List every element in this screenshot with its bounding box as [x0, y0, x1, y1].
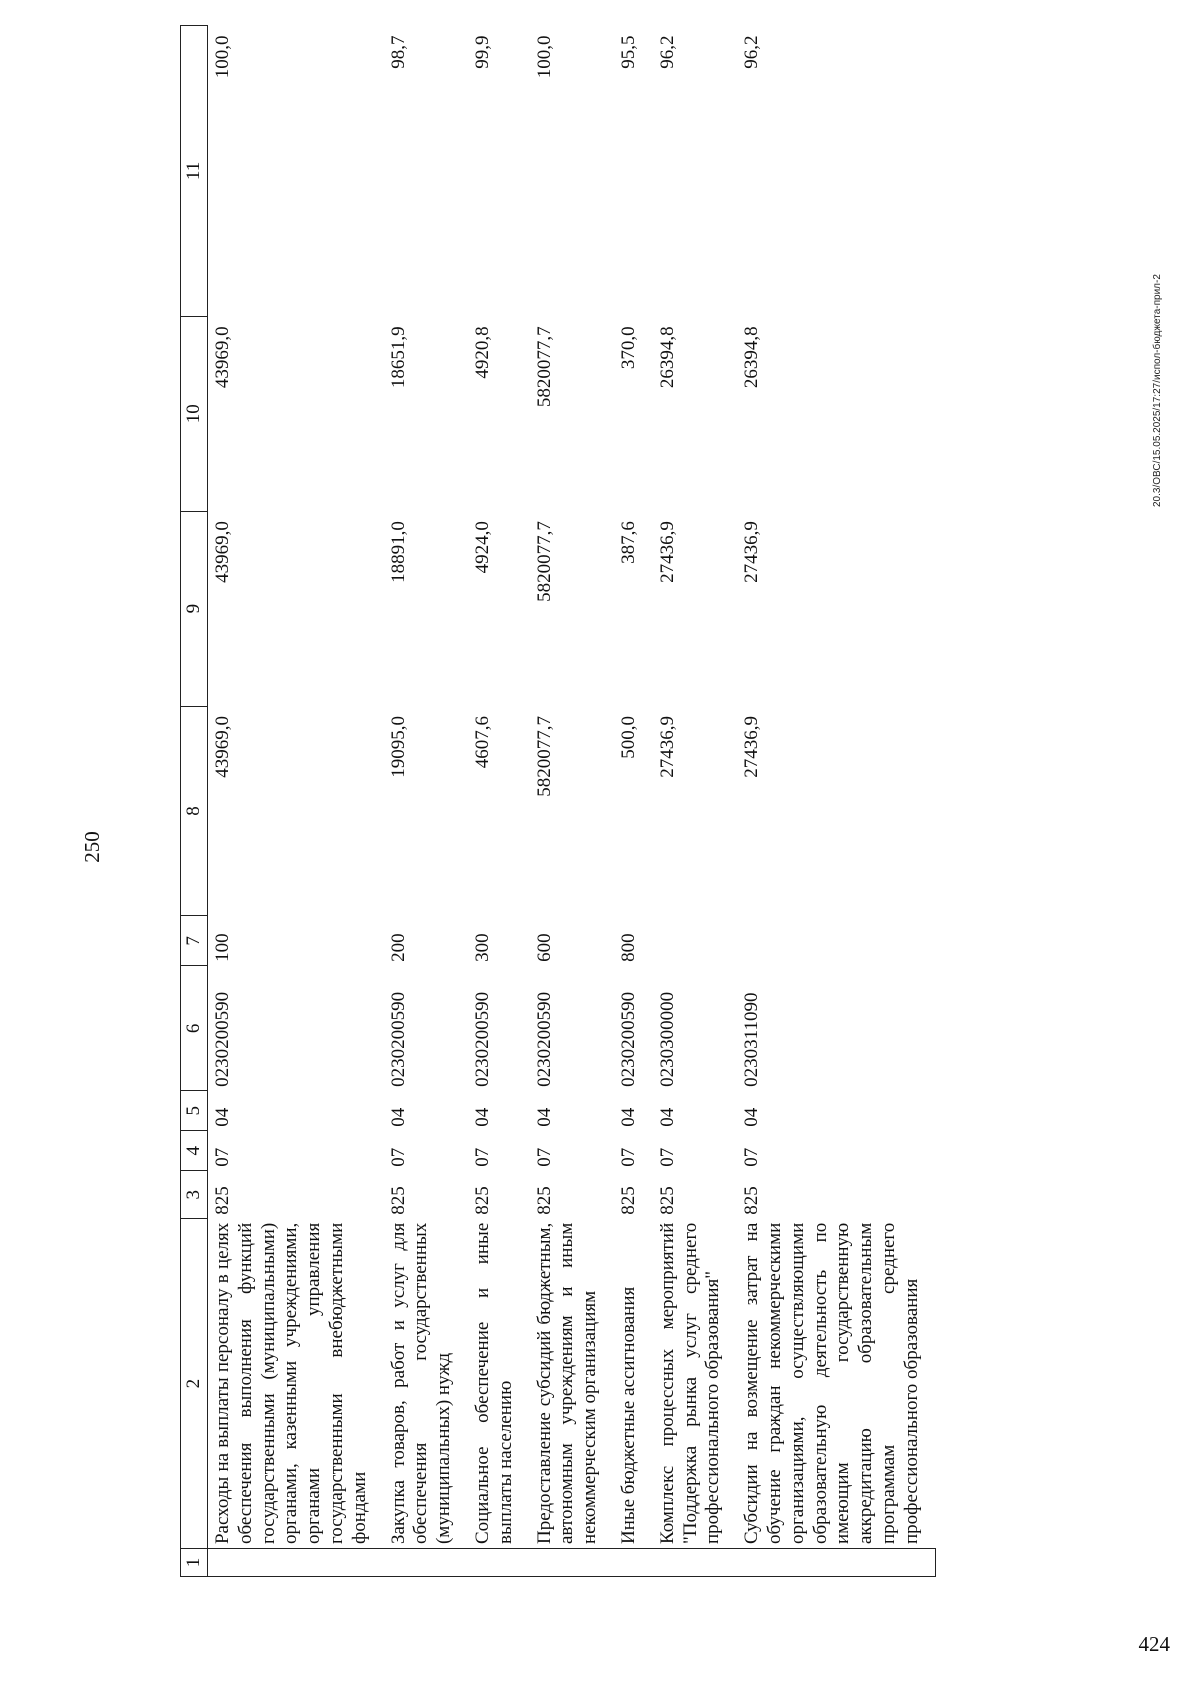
column-header: 11 — [181, 26, 208, 317]
cell-vr: 100 — [212, 933, 233, 962]
cell-vr: 200 — [387, 933, 409, 962]
cell-name: Закупка товаров, работ и услуг для обеспечения государственных (муниципальных) нужд — [387, 1222, 455, 1545]
cell-razdel: 07 — [656, 1147, 678, 1167]
cell-csr: 0230311090 — [741, 992, 763, 1087]
cell-col9: 4924,0 — [471, 521, 493, 574]
cell-podrazdel: 04 — [212, 1107, 233, 1127]
cell-ved: 825 — [617, 1186, 639, 1215]
cell-csr: 0230200590 — [533, 991, 555, 1087]
cell-ved: 825 — [212, 1186, 233, 1215]
table-row — [737, 26, 935, 1577]
cell-csr: 0230200590 — [471, 991, 493, 1087]
cell-col9: 18891,0 — [387, 521, 409, 583]
cell-razdel: 07 — [471, 1147, 493, 1167]
page-header-number: 250 — [80, 831, 104, 863]
column-header: 3 — [181, 1171, 208, 1219]
cell-col8: 27436,9 — [656, 716, 678, 778]
cell-csr: 0230200590 — [212, 991, 233, 1087]
cell-col8: 19095,0 — [387, 716, 409, 778]
cell-col1 — [737, 1549, 935, 1577]
cell-col11: 95,5 — [617, 35, 639, 69]
cell-col11: 96,2 — [656, 35, 678, 69]
cell-name: Предоставление субсидий бюджетным, автономным учреждениям и иным некоммерческим организациям — [533, 1222, 601, 1545]
cell-col8: 500,0 — [617, 716, 639, 759]
cell-col1 — [468, 1549, 530, 1577]
cell-name: Иные бюджетные ассигнования — [617, 1286, 639, 1545]
cell-csr: 0230300000 — [656, 991, 678, 1087]
cell-col11: 100,0 — [533, 35, 555, 79]
cell-vr: 800 — [617, 933, 639, 962]
cell-razdel: 07 — [212, 1147, 233, 1167]
cell-col8: 4607,6 — [471, 716, 493, 769]
column-header: 6 — [181, 966, 208, 1091]
column-header: 9 — [181, 511, 208, 706]
cell-col11: 100,0 — [212, 35, 233, 79]
table-row — [384, 26, 468, 1577]
column-header: 10 — [181, 316, 208, 511]
cell-col1 — [384, 1549, 468, 1577]
cell-ved: 825 — [741, 1186, 763, 1215]
cell-col10: 370,0 — [617, 326, 639, 370]
table-row — [653, 26, 737, 1577]
cell-col9: 5820077,7 — [533, 521, 555, 602]
cell-podrazdel: 04 — [387, 1107, 409, 1127]
cell-col1 — [653, 1549, 737, 1577]
column-header: 2 — [181, 1219, 208, 1549]
cell-razdel: 07 — [533, 1147, 555, 1167]
cell-podrazdel: 04 — [471, 1107, 493, 1127]
cell-col1 — [614, 1549, 653, 1577]
cell-col9: 387,6 — [617, 521, 639, 564]
cell-col11: 99,9 — [471, 35, 493, 69]
cell-vr — [737, 916, 935, 966]
cell-ved: 825 — [471, 1186, 493, 1215]
cell-podrazdel: 04 — [656, 1107, 678, 1127]
cell-vr — [653, 916, 737, 966]
table-row — [530, 26, 614, 1577]
cell-ved: 825 — [387, 1186, 409, 1215]
cell-col1 — [208, 1549, 384, 1577]
cell-col1 — [530, 1549, 614, 1577]
cell-col11: 98,7 — [387, 35, 409, 69]
cell-vr: 300 — [471, 933, 493, 962]
cell-col8: 27436,9 — [741, 716, 763, 778]
cell-col9: 27436,9 — [741, 521, 763, 583]
cell-col9: 43969,0 — [212, 521, 233, 583]
cell-col8: 43969,0 — [212, 716, 233, 778]
footer-file-path: 20.3/ОВС/15.05.2025/17:27/испол-бюджета-прил-2 — [1152, 274, 1163, 507]
cell-col11: 96,2 — [741, 35, 763, 69]
column-header: 1 — [181, 1549, 208, 1577]
cell-name: Комплекс процессных мероприятий "Поддержка рынка услуг среднего профессионального образования" — [656, 1222, 724, 1545]
cell-col8: 5820077,7 — [533, 716, 555, 797]
cell-razdel: 07 — [741, 1147, 763, 1167]
cell-razdel: 07 — [387, 1147, 409, 1167]
table-row — [614, 26, 653, 1577]
cell-col10: 18651,9 — [387, 326, 409, 389]
cell-podrazdel: 04 — [533, 1107, 555, 1127]
cell-razdel: 07 — [617, 1147, 639, 1167]
cell-name: Субсидии на возмещение затрат на обучение граждан некоммерческими организациями, осуществляющими образовательную деятельность по имеющим государственную аккредитацию образовательным программам среднего профессионального образования — [741, 1222, 922, 1545]
side-page-number: 424 — [1138, 1632, 1170, 1656]
table-row — [468, 26, 530, 1577]
column-header: 7 — [181, 916, 208, 966]
cell-col10: 5820077,7 — [533, 326, 555, 408]
table-header-row — [181, 26, 208, 1577]
table-row — [208, 26, 384, 1577]
cell-name: Социальное обеспечение и иные выплаты населению — [471, 1222, 516, 1545]
cell-ved: 825 — [656, 1186, 678, 1215]
cell-vr: 600 — [533, 933, 555, 962]
cell-col9: 27436,9 — [656, 521, 678, 583]
cell-name: Расходы на выплаты персоналу в целях обеспечения выполнения функций государственными (муниципальными) органами, казенными учреждениями, органами управления государственными внебюджетными фондами — [212, 1222, 370, 1545]
column-header: 5 — [181, 1091, 208, 1131]
cell-csr: 0230200590 — [387, 991, 409, 1087]
budget-table — [180, 25, 936, 1577]
cell-col10: 43969,0 — [212, 326, 233, 389]
cell-podrazdel: 04 — [617, 1107, 639, 1127]
cell-col10: 26394,8 — [741, 326, 763, 389]
column-header: 8 — [181, 706, 208, 916]
column-header: 4 — [181, 1131, 208, 1171]
cell-col10: 26394,8 — [656, 326, 678, 389]
cell-ved: 825 — [533, 1186, 555, 1215]
cell-podrazdel: 04 — [741, 1107, 763, 1127]
cell-csr: 0230200590 — [617, 991, 639, 1087]
cell-col10: 4920,8 — [471, 326, 493, 379]
